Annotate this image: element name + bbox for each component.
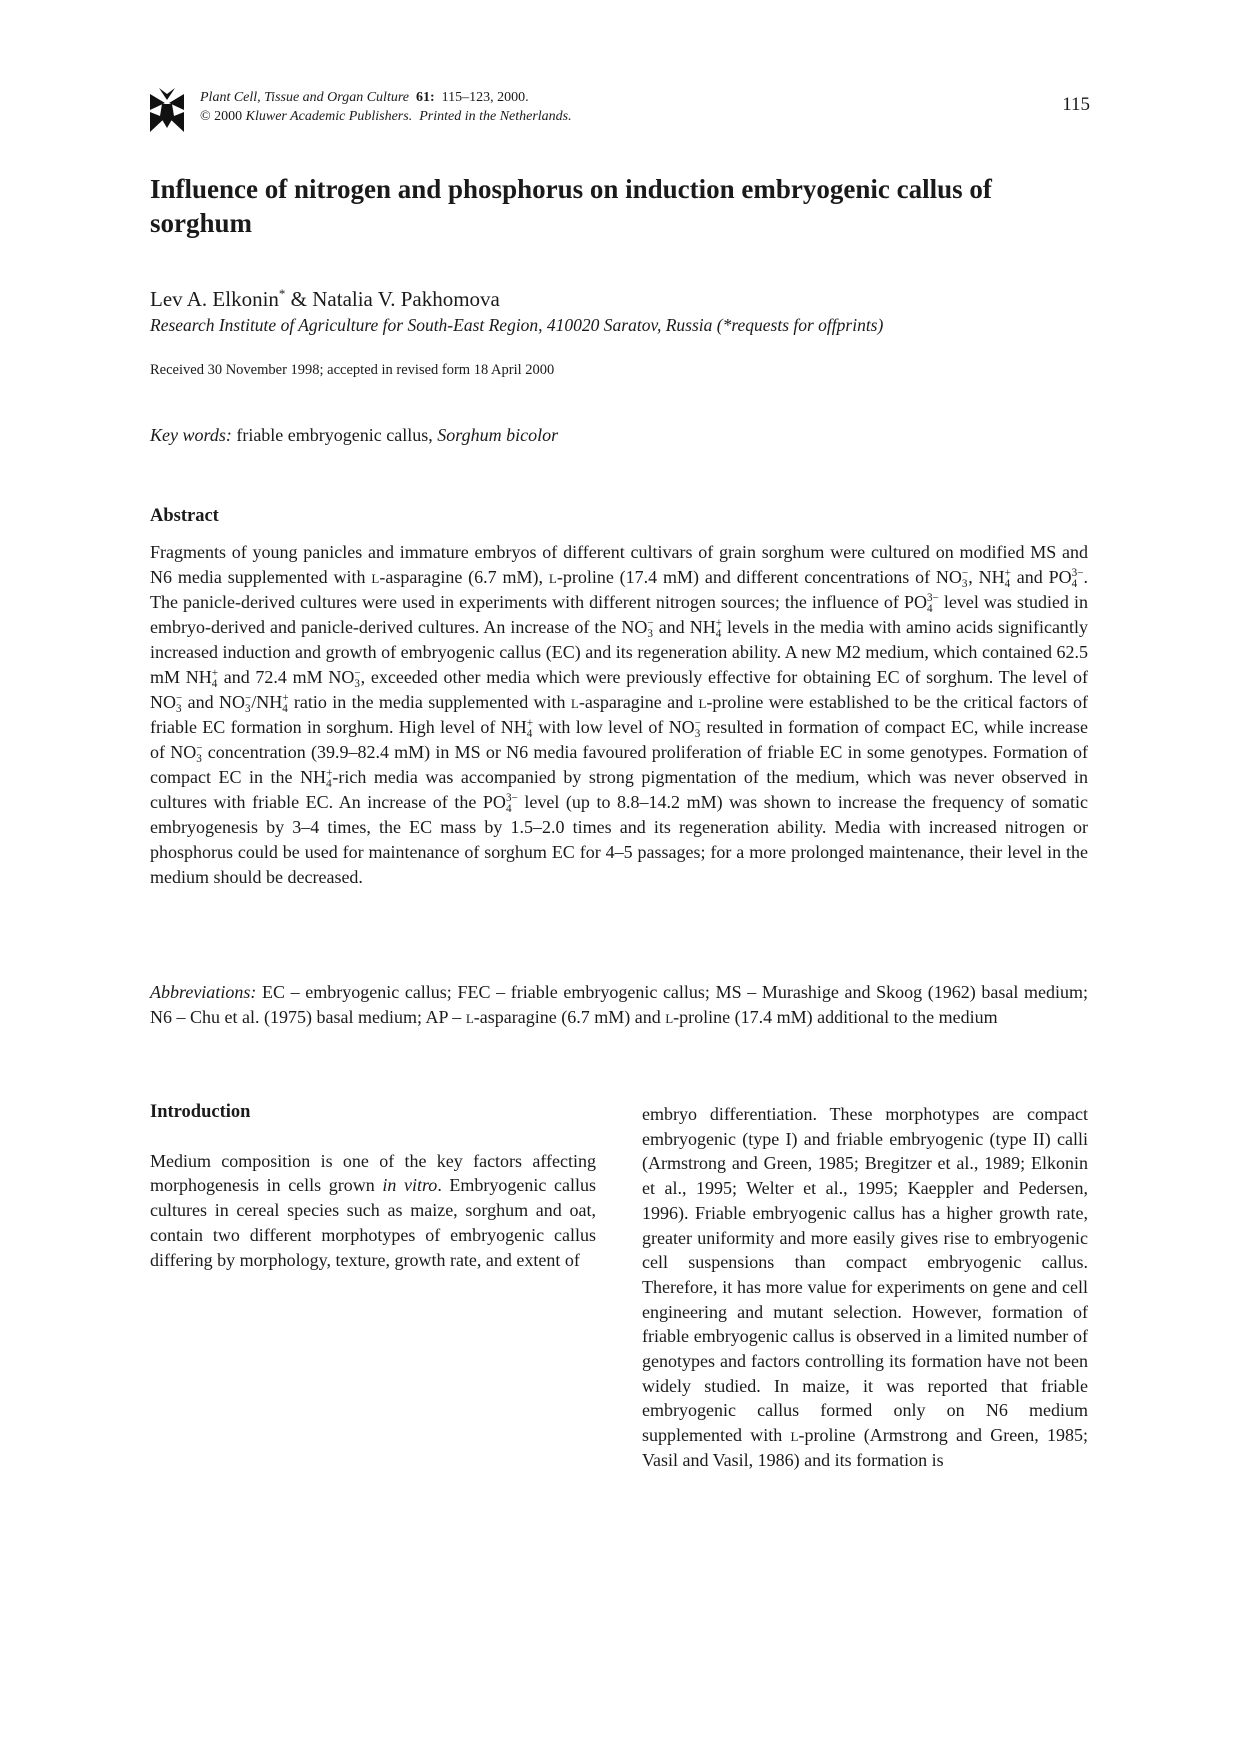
page-number: 115 [1062,94,1090,115]
journal-citation [200,88,572,126]
abstract-text: with low level of [533,717,669,738]
journal-pages: 115–123, 2000. [441,90,529,105]
nitrate-formula: NO − 3 [328,666,361,690]
affiliation: Research Institute of Agriculture for South-East Region, 410020 Saratov, Russia (*requests for offprints) [150,315,884,335]
abstract-text: / [251,692,257,713]
article-title: Influence of nitrogen and phosphorus on induction embryogenic callus of sorghum [150,174,992,238]
introduction-heading: Introduction [150,1102,251,1122]
introduction-text: Medium composition is one of the key factors affecting morphogenesis in cells grown [150,1150,596,1196]
in-vitro-term: in vitro [382,1175,438,1196]
nitrate-formula: NO − 3 [218,691,252,715]
ammonium-formula: NH + 4 [978,566,1011,590]
abstract-text: ratio in the media supplemented with [288,692,571,713]
l-prefix: l [465,1006,474,1027]
abstract-text: concentration (39.9–82.4 mM) in MS or N6 media favoured proliferation of friable EC in some genotypes. Formation of compact EC in the [150,742,1088,788]
l-prefix: l [548,567,557,587]
abstract-text: . The panicle-derived cultures were used in experiments with different nitrogen sources; the influence of [150,567,1088,613]
received-date: Received 30 November 1998; accepted in revised form 18 April 2000 [150,362,555,378]
introduction-text: . Embryogenic callus cultures in cereal species such as maize, sorghum and oat, contain two different morphotypes of embryogenic callus differing by morphology, texture, growth rate, and extent of [150,1175,596,1270]
introduction-column-right [642,1102,1088,1473]
abstract-text: level (up to 8.8–14.2 mM) was shown to increase the frequency of somatic embryogenesis by 3–4 times, the EC mass by 1.5–2.0 times and its regeneration ability. Media with increased nitrogen or phosphorus could be used for maintenance of sorghum EC for 4–5 passages; for a more prolonged maintenance, their level in the medium should be decreased. [150,792,1089,888]
journal-volume: 61: [415,90,435,105]
l-prefix: l [570,692,579,713]
abstract-text: -proline were established to be the critical factors of friable EC formation in sorghum. High level of [150,692,1088,738]
abstract-text: -proline (17.4 mM) and different concentrations of [556,567,936,587]
corresponding-mark: * [278,286,286,301]
publisher-name: Kluwer Academic Publishers. [245,109,413,124]
abstract-text: resulted in formation of compact EC, while increase of [150,717,1089,763]
introduction-text: -proline (Armstrong and Green, 1985; Vasil and Vasil, 1986) and its formation is [642,1425,1088,1470]
phosphate-formula: PO 3− 4 [903,591,939,615]
author-2: Natalia V. Pakhomova [312,287,500,311]
abstract-text: level was studied in embryo-derived and panicle-derived cultures. An increase of the [150,592,1088,638]
ammonium-formula: NH + 4 [256,691,289,715]
l-prefix: l [665,1006,674,1027]
abstract-text: and 72.4 mM [218,667,329,688]
abbreviations-text: -proline (17.4 mM) additional to the medium [673,1006,998,1027]
nitrate-formula: NO − 3 [170,741,203,766]
printed-note: Printed in the Netherlands. [419,109,572,124]
nitrate-formula: NO − 3 [150,691,183,715]
abstract-text: -rich media was accompanied by strong pigmentation of the medium, which was never observed in cultures with friable EC. An increase of the [150,767,1088,813]
ammonium-formula: NH + 4 [500,716,534,741]
nitrate-formula: NO − 3 [668,716,701,741]
introduction-paragraph [150,1149,596,1273]
abstract-body [150,540,1088,890]
abbreviations-text: EC – embryogenic callus; FEC – friable embryogenic callus; MS – Murashige and Skoog (1962) basal medium; N6 – Chu et al. (1975) basal medium; AP – [150,982,1088,1027]
introduction-column-left [150,1100,596,1272]
abstract-text: -asparagine (6.7 mM), [379,567,549,587]
l-prefix: l [790,1425,799,1446]
abbreviations-label: Abbreviations: [150,982,257,1002]
copyright-year: 2000 [214,109,243,124]
nitrate-formula: NO − 3 [935,566,969,590]
author-separator: & [285,287,313,311]
keywords-text: friable embryogenic callus, [231,425,438,445]
abstract-text: -asparagine and [578,692,699,713]
keywords-label: Key words: [150,425,232,445]
l-prefix: l [371,567,380,587]
abstract-text: and [653,617,690,638]
author-1: Lev A. Elkonin [150,287,279,311]
abstract-text: Fragments of young panicles and immature embryos of different cultivars of grain sorghum were cultured on modified MS and N6 media supplemented with [150,542,1088,587]
abstract-text: , [968,567,979,587]
journal-name: Plant Cell, Tissue and Organ Culture [200,90,409,105]
abstract-text: and [1010,567,1049,587]
abstract-text: , exceeded other media which were previously effective for obtaining EC of sorghum. The level of [360,667,1088,688]
author-list [150,286,500,312]
ammonium-formula: NH + 4 [185,666,219,690]
ammonium-formula: NH + 4 [689,616,722,640]
keywords-species: Sorghum bicolor [437,425,559,445]
abstract-text: and [182,692,219,713]
abbreviations [150,980,1088,1029]
ammonium-formula: NH + 4 [300,766,333,791]
introduction-continuation [642,1102,1088,1473]
journal-header [150,86,1090,136]
publisher-logo-icon [150,88,184,132]
phosphate-formula: PO 3− 4 [1048,566,1084,590]
abstract-text: levels in the media with amino acids significantly increased induction and growth of embryogenic callus (EC) and its regeneration ability. A new M2 medium, which contained 62.5 mM [150,617,1088,688]
copyright-symbol: © [200,109,211,124]
introduction-text-continued: embryo differentiation. These morphotypes are compact embryogenic (type I) and friable embryogenic (type II) calli (Armstrong and Green, 1985; Bregitzer et al., 1989; Elkonin et al., 1995; Welter et al., 1995; Kaeppler and Pedersen, 1996). Friable embryogenic callus has a higher growth rate, greater uniformity and more easily gives rise to embryogenic cell suspensions than compact embryogenic callus. Therefore, it has more value for experiments on gene and cell engineering and mutant selection. However, formation of friable embryogenic callus is observed in a limited number of genotypes and factors controlling its formation have not been widely studied. In maize, it was reported that friable embryogenic callus formed only on N6 medium supplemented with [642,1104,1088,1446]
nitrate-formula: NO − 3 [621,616,654,640]
keywords [150,425,558,446]
abstract-heading: Abstract [150,506,219,526]
l-prefix: l [698,692,707,713]
phosphate-formula: PO 3− 4 [482,791,518,816]
abbreviations-text: -asparagine (6.7 mM) and [473,1006,666,1027]
